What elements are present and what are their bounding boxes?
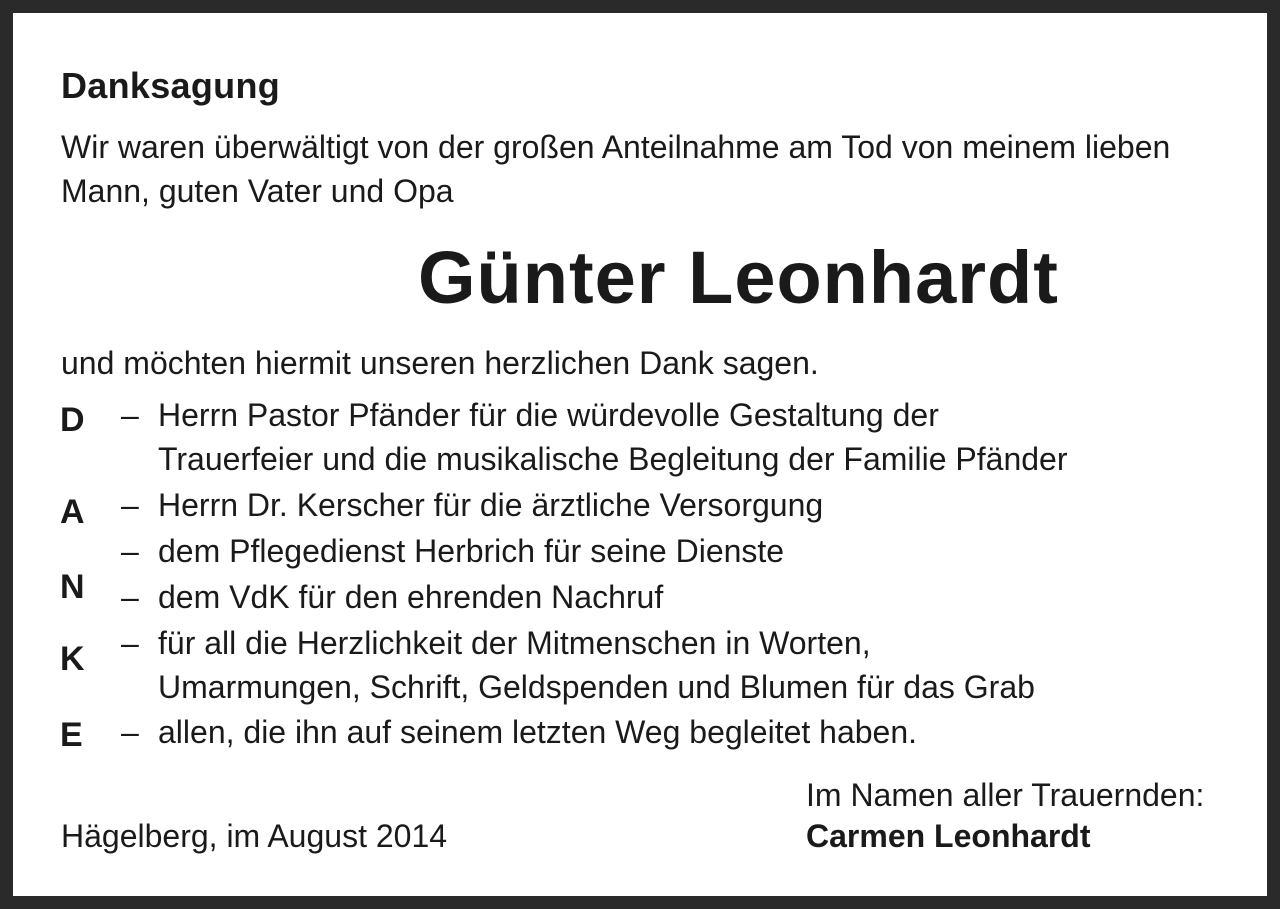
item-text — [158, 621, 1035, 709]
item-line: für all die Herzlichkeit der Mitmenschen in Worten, — [158, 625, 871, 661]
item-dash: – — [121, 579, 139, 615]
item-dash: – — [121, 625, 139, 661]
intro-text — [61, 125, 1251, 213]
acrostic-letter-d: D — [60, 401, 85, 439]
item-text — [158, 575, 663, 619]
thanks-line: und möchten hiermit unseren herzlichen Dank sagen. — [61, 345, 819, 381]
item-text — [158, 483, 823, 527]
item-dash: – — [121, 487, 139, 523]
intro-line-2: Mann, guten Vater und Opa — [61, 173, 454, 209]
item-dash: – — [121, 533, 139, 569]
item-line: dem Pflegedienst Herbrich für seine Dienste — [158, 533, 785, 569]
acrostic-letter-a: A — [60, 493, 85, 531]
acrostic-letter-n: N — [60, 568, 85, 606]
item-line: allen, die ihn auf seinem letzten Weg begleitet haben. — [158, 714, 918, 750]
intro-line-1: Wir waren überwältigt von der großen Anteilnahme am Tod von meinem lieben — [61, 129, 1171, 165]
obituary-notice — [13, 13, 1267, 896]
signature-name: Carmen Leonhardt — [806, 818, 1091, 854]
item-text — [158, 710, 917, 754]
item-text — [158, 529, 784, 573]
item-line: Umarmungen, Schrift, Geldspenden und Blumen für das Grab — [158, 669, 1035, 705]
item-line: Trauerfeier und die musikalische Begleitung der Familie Pfänder — [158, 441, 1068, 477]
signature-intro: Im Namen aller Trauernden: — [806, 777, 1205, 813]
item-line: Herrn Dr. Kerscher für die ärztliche Versorgung — [158, 487, 824, 523]
acrostic-letter-e: E — [60, 716, 83, 754]
item-line: Herrn Pastor Pfänder für die würdevolle Gestaltung der — [158, 397, 939, 433]
notice-title: Danksagung — [61, 65, 281, 106]
item-dash: – — [121, 714, 139, 750]
item-line: dem VdK für den ehrenden Nachruf — [158, 579, 664, 615]
acrostic-letter-k: K — [60, 640, 85, 678]
deceased-name: Günter Leonhardt — [418, 236, 1059, 319]
item-text — [158, 393, 1068, 481]
place-date: Hägelberg, im August 2014 — [61, 818, 448, 854]
item-dash: – — [121, 397, 139, 433]
